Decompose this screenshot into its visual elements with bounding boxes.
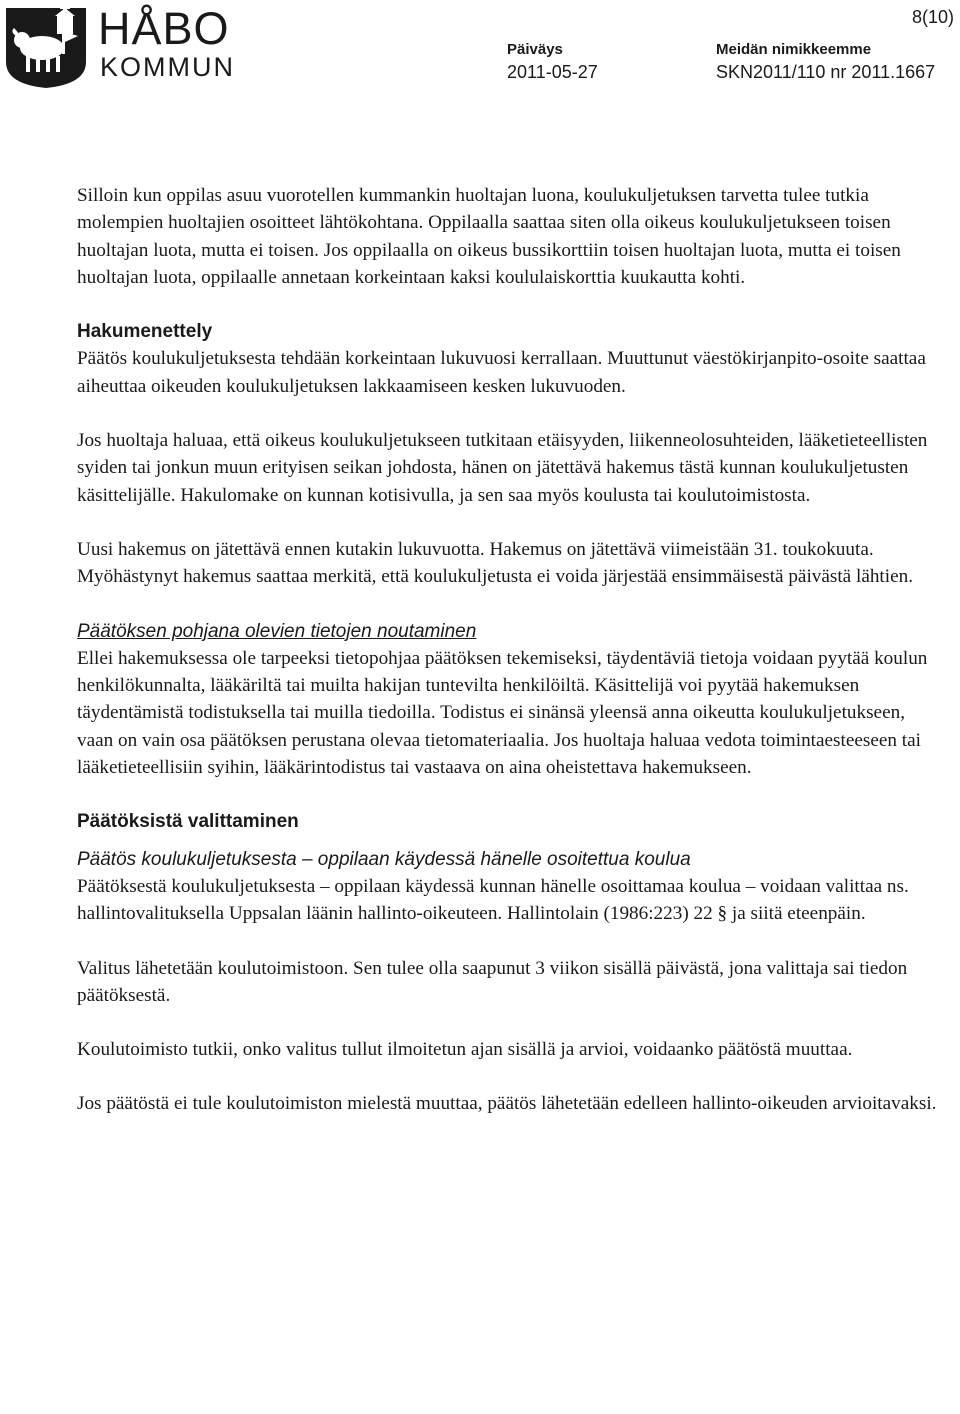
reference-label: Meidän nimikkeemme: [716, 41, 872, 58]
document-body: [77, 182, 937, 1145]
paragraph-decision-period: Päätös koulukuljetuksesta tehdään korkeintaan lukuvuosi kerrallaan. Muuttunut väestökirjanpito-osoite saattaa aiheuttaa oikeuden koulukuljetuksen lakkaamiseen kesken lukuvuoden.: [77, 348, 926, 397]
date-label: Päiväys: [507, 41, 563, 58]
reference-value: SKN2011/110 nr 2011.1667: [716, 62, 936, 82]
paragraph-appeal-review: Koulutoimisto tutkii, onko valitus tullut ilmoitetun ajan sisällä ja arvioi, voidaanko päätöstä muuttaa.: [77, 1039, 853, 1061]
paragraph-supplementary-info: Ellei hakemuksessa ole tarpeeksi tietopohjaa päätöksen tekemiseksi, täydentäviä tietoja voidaan pyytää koulun henkilökunnalta, lääkäriltä tai muilta hakijan tuntevilta henkilöiltä. Käsittelijä voi pyytää hakemuksen täydentämistä todistuksella tai muilla tiedoilla. Todistus ei sinänsä yleensä anna oikeutta koulukuljetukseen, vaan on vain osa päätöksen perustana olevaa tietomateriaalia. Jos huoltaja haluaa vedota toimintaesteeseen tai lääketieteellisiin syihin, lääkärintodistus tai vastaava on aina oheistettava hakemukseen.: [77, 647, 928, 779]
paragraph-court-forwarding: Jos päätöstä ei tule koulutoimiston mielestä muuttaa, päätös lähetetään edelleen hallinto-oikeuden arvioitavaksi.: [77, 1093, 937, 1115]
heading-information-gathering: Päätöksen pohjana olevien tietojen noutaminen: [77, 620, 477, 642]
heading-assigned-school: Päätös koulukuljetuksesta – oppilaan käydessä hänelle osoitettua koulua: [77, 848, 691, 870]
habo-kommun-logo: [2, 2, 242, 92]
date-block: [507, 40, 598, 84]
heading-hakumenettely: Hakumenettely: [77, 321, 213, 343]
date-value: 2011-05-27: [507, 62, 598, 82]
paragraph-deadline: Uusi hakemus on jätettävä ennen kutakin lukuvuotta. Hakemus on jätettävä viimeistään 31. toukokuuta. Myöhästynyt hakemus saattaa merkitä, että koulukuljetusta ei voida järjestää ensimmäisestä päivästä lähtien.: [77, 538, 914, 588]
paragraph-appeal-submission: Valitus lähetetään koulutoimistoon. Sen tulee olla saapunut 3 viikon sisällä päivästä, jona valittaja sai tiedon päätöksestä.: [77, 957, 908, 1006]
paragraph-alternating-residence: Silloin kun oppilas asuu vuorotellen kummankin huoltajan luona, koulukuljetuksen tarvetta tulee tutkia molempien huoltajien osoitteet lähtökohtana. Oppilaalla saattaa siten olla oikeus koulukuljetukseen toisen huoltajan luota, mutta ei toisen. Jos oppilaalla on oikeus bussikorttiin toisen huoltajan luota, mutta ei toisen huoltajan luota, oppilaalle annetaan korkeintaan kaksi koululaiskorttia kuukautta kohti.: [77, 185, 901, 288]
page-number: 8(10): [911, 7, 954, 27]
document-header: [0, 0, 960, 100]
ram-emblem-icon: [2, 2, 90, 90]
heading-appeals: Päätöksistä valittaminen: [77, 811, 299, 833]
logo-subtitle: KOMMUN: [100, 52, 235, 82]
logo-name: HÅBO: [98, 3, 230, 54]
reference-block: [716, 40, 935, 84]
paragraph-administrative-appeal: Päätöksestä koulukuljetuksesta – oppilaan käydessä kunnan hänelle osoittamaa koulua – voidaan valittaa ns. hallintovalituksella Uppsalan läänin hallinto-oikeuteen. Hallintolain (1986:223) 22 § ja siitä eteenpäin.: [77, 875, 909, 925]
paragraph-application: Jos huoltaja haluaa, että oikeus koulukuljetukseen tutkitaan etäisyyden, liikenneolosuhteiden, lääketieteellisten syiden tai jonkun muun erityisen seikan johdosta, hänen on jätettävä hakemus tästä kunnan koulukuljetusten käsittelijälle. Hakulomake on kunnan kotisivulla, ja sen saa myös koulusta tai koulutoimistosta.: [77, 430, 928, 506]
